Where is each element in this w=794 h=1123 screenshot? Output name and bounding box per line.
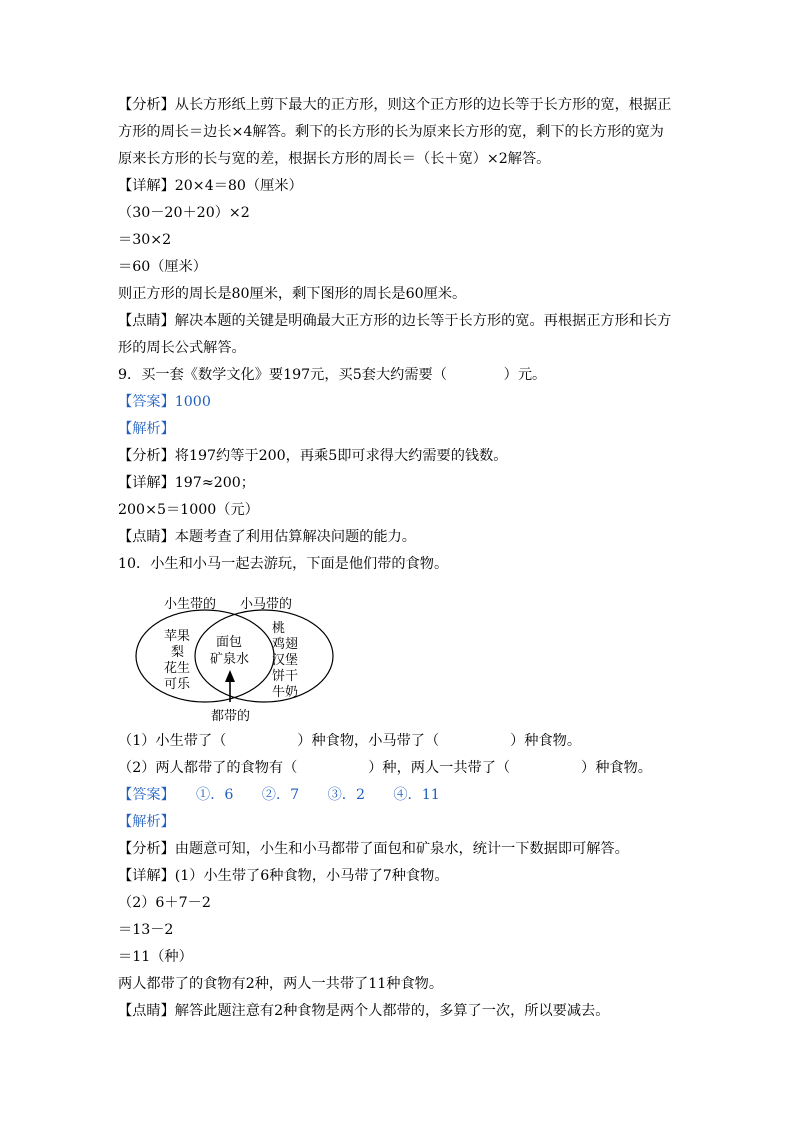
question-10: 10．小生和小马一起去游玩，下面是他们带的食物。 xyxy=(118,556,449,572)
detail-10-line-3: ＝13－2 xyxy=(118,922,174,938)
venn-left-item: 花生 xyxy=(164,661,191,676)
venn-middle-item: 矿泉水 xyxy=(210,652,250,667)
detail-line-4: ＝60（厘米） xyxy=(118,259,207,275)
question-10-part-2: （2）两人都带了的食物有（ ）种，两人一共带了（ ）种食物。 xyxy=(118,760,652,776)
venn-middle-item: 面包 xyxy=(216,635,243,650)
detail-line-3: ＝30×2 xyxy=(118,232,172,248)
detail-10-line-1: 【详解】(1）小生带了6种食物，小马带了7种食物。 xyxy=(118,868,449,884)
venn-diagram xyxy=(134,590,334,725)
venn-right-item: 饼干 xyxy=(272,669,299,684)
detail-line-1: 【详解】20×4＝80（厘米） xyxy=(118,178,303,194)
answer-9: 【答案】1000 xyxy=(118,394,211,410)
detail-line-2: （30－20＋20）×2 xyxy=(118,205,250,221)
comment-line-1: 【点睛】解决本题的关键是明确最大正方形的边长等于长方形的宽。再根据正方形和长方 xyxy=(118,313,672,329)
detail-9-line-2: 200×5＝1000（元） xyxy=(118,502,259,518)
detail-10-line-5: 两人都带了的食物有2种，两人一共带了11种食物。 xyxy=(118,976,444,992)
analysis-line-1: 【分析】从长方形纸上剪下最大的正方形，则这个正方形的边长等于长方形的宽，根据正 xyxy=(118,97,672,113)
venn-arrow-head xyxy=(225,670,235,682)
detail-line-5: 则正方形的周长是80厘米，剩下图形的周长是60厘米。 xyxy=(118,286,467,302)
detail-10-line-4: ＝11（种） xyxy=(118,949,193,965)
venn-right-title: 小马带的 xyxy=(240,597,293,612)
venn-bottom-label: 都带的 xyxy=(211,709,251,724)
question-9: 9．买一套《数学文化》要197元，买5套大约需要（ ）元。 xyxy=(118,367,547,383)
detail-10-line-2: （2）6＋7－2 xyxy=(118,895,211,911)
analysis-line-2: 方形的周长＝边长×4解答。剩下的长方形的长为原来长方形的宽，剩下的长方形的宽为 xyxy=(118,124,664,140)
parse-label-9: 【解析】 xyxy=(118,421,175,437)
venn-left-item: 梨 xyxy=(171,645,185,660)
parse-label-10: 【解析】 xyxy=(118,814,175,830)
comment-9: 【点睛】本题考查了利用估算解决问题的能力。 xyxy=(118,529,416,545)
comment-line-2: 形的周长公式解答。 xyxy=(118,340,246,356)
venn-left-item: 可乐 xyxy=(164,677,191,692)
comment-10: 【点睛】解答此题注意有2种食物是两个人都带的，多算了一次，所以要减去。 xyxy=(118,1003,610,1019)
venn-right-item: 桃 xyxy=(272,621,286,636)
venn-left-circle xyxy=(136,610,274,702)
question-10-part-1: （1）小生带了（ ）种食物，小马带了（ ）种食物。 xyxy=(118,733,582,749)
venn-right-item: 牛奶 xyxy=(272,685,299,700)
venn-right-item: 汉堡 xyxy=(272,653,299,668)
analysis-9: 【分析】将197约等于200，再乘5即可求得大约需要的钱数。 xyxy=(118,448,508,464)
analysis-line-3: 原来长方形的长与宽的差，根据长方形的周长＝（长＋宽）×2解答。 xyxy=(118,151,551,167)
analysis-10: 【分析】由题意可知，小生和小马都带了面包和矿泉水，统计一下数据即可解答。 xyxy=(118,841,629,857)
venn-left-item: 苹果 xyxy=(164,629,191,644)
answer-10: 【答案】 ①．6 ②．7 ③．2 ④．11 xyxy=(118,787,440,803)
venn-left-title: 小生带的 xyxy=(164,597,217,612)
venn-right-item: 鸡翅 xyxy=(272,637,299,652)
detail-9-line-1: 【详解】197≈200； xyxy=(118,475,255,491)
